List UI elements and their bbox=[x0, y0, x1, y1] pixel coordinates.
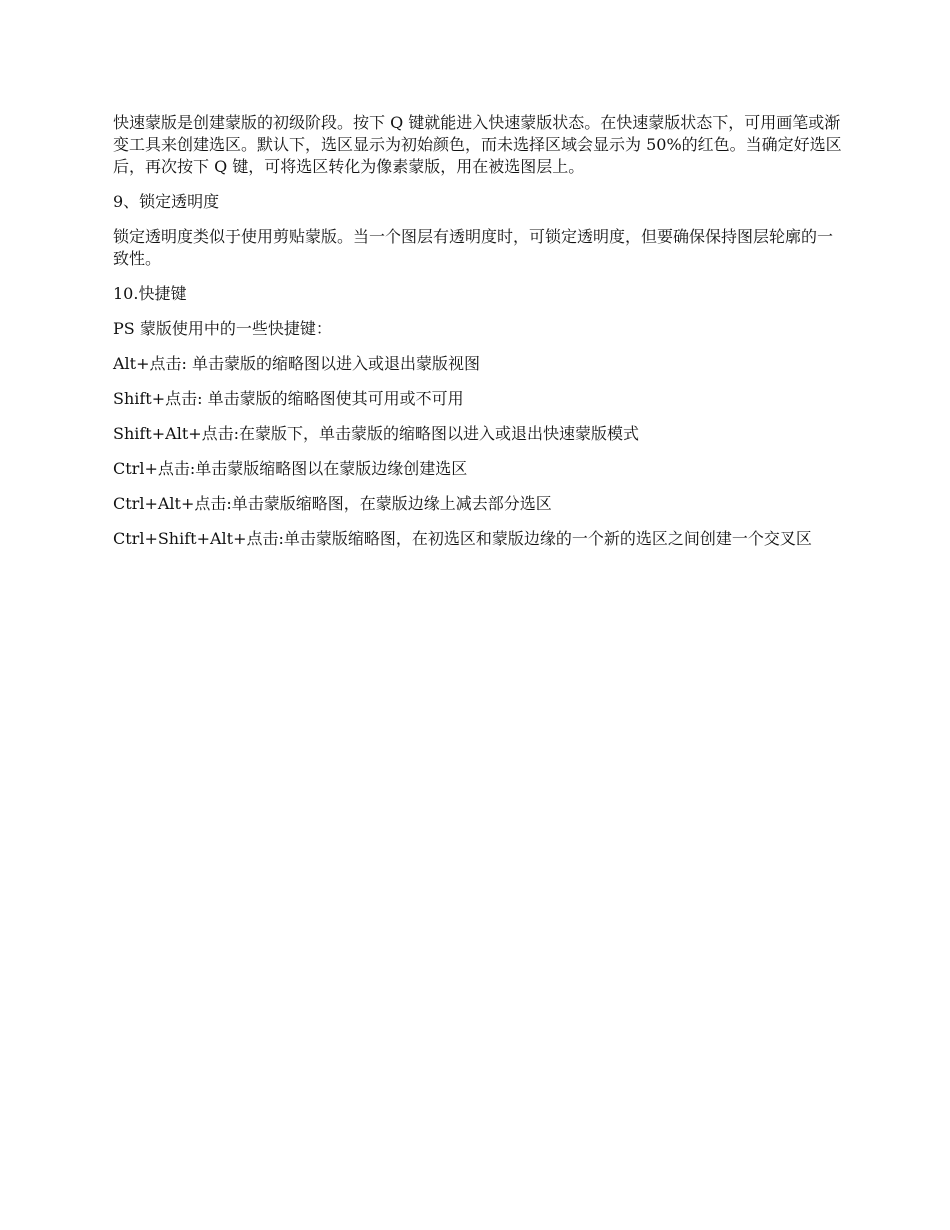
paragraph-lock-transparency: 锁定透明度类似于使用剪贴蒙版。当一个图层有透明度时，可锁定透明度，但要确保保持图层轮廓的一致性。 bbox=[113, 227, 834, 268]
shortcut-shift-click: Shift+点击: 单击蒙版的缩略图使其可用或不可用 bbox=[113, 389, 464, 408]
document-body bbox=[113, 112, 843, 563]
heading-lock-transparency: 9、锁定透明度 bbox=[113, 192, 220, 211]
heading-shortcuts: 10.快捷键 bbox=[113, 284, 187, 303]
paragraph-shortcuts-intro: PS 蒙版使用中的一些快捷键： bbox=[113, 319, 332, 338]
shortcut-shift-alt-click: Shift+Alt+点击:在蒙版下，单击蒙版的缩略图以进入或退出快速蒙版模式 bbox=[113, 424, 640, 443]
shortcut-alt-click: Alt+点击: 单击蒙版的缩略图以进入或退出蒙版视图 bbox=[113, 354, 480, 373]
shortcut-ctrl-click: Ctrl+点击:单击蒙版缩略图以在蒙版边缘创建选区 bbox=[113, 459, 468, 478]
shortcut-ctrl-alt-click: Ctrl+Alt+点击:单击蒙版缩略图，在蒙版边缘上减去部分选区 bbox=[113, 494, 552, 513]
paragraph-quick-mask: 快速蒙版是创建蒙版的初级阶段。按下 Q 键就能进入快速蒙版状态。在快速蒙版状态下，可用画笔或渐变工具来创建选区。默认下，选区显示为初始颜色，而未选择区域会显示为 50%的红色。当确定好选区后，再次按下 Q 键，可将选区转化为像素蒙版，用在被选图层上。 bbox=[113, 113, 842, 176]
shortcut-ctrl-shift-alt-click: Ctrl+Shift+Alt+点击:单击蒙版缩略图，在初选区和蒙版边缘的一个新的选区之间创建一个交叉区 bbox=[113, 529, 812, 548]
